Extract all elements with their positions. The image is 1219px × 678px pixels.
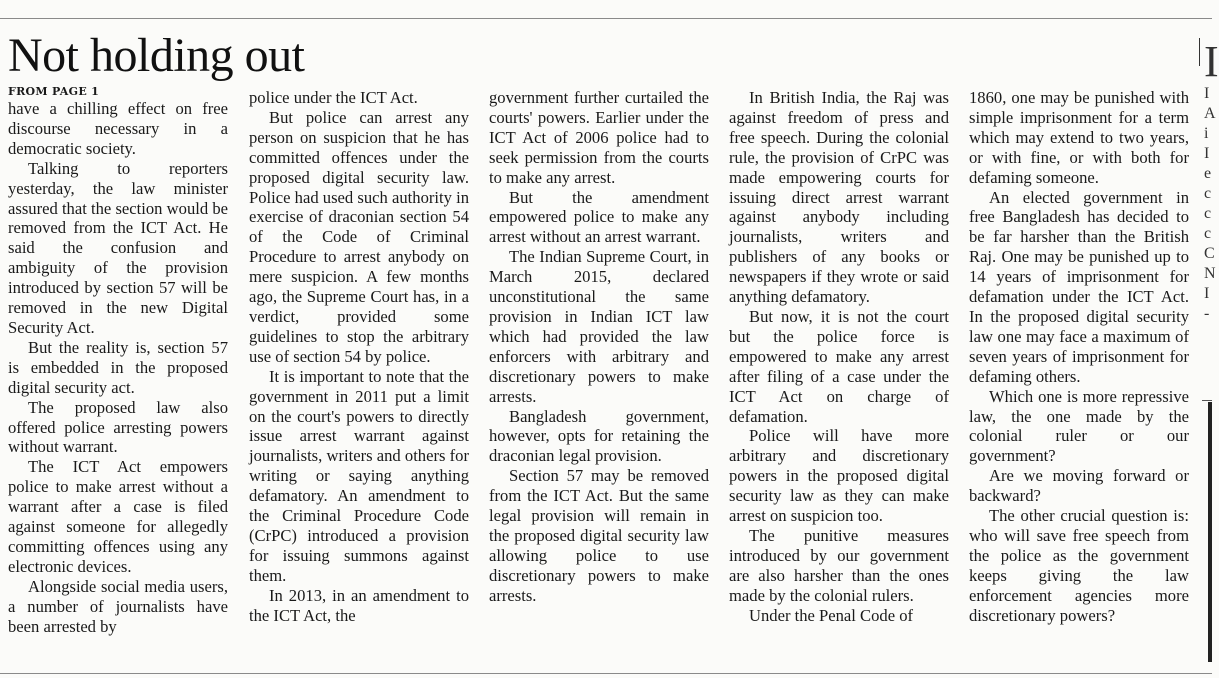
paragraph: Police will have more arbitrary and discretionary powers in the proposed digital security law as they can make arrest on suspicion too. — [729, 426, 949, 526]
article-column-1 — [8, 99, 228, 636]
adjacent-line: - — [1204, 305, 1210, 322]
adjacent-line: c — [1204, 205, 1212, 222]
paragraph: An elected government in free Bangladesh has decided to be far harsher than the British Raj. One may be punished up to 14 years of imprisonment for defamation under the ICT Act. In the proposed digital security law one may face a maximum of seven years of imprisonment for defaming others. — [969, 187, 1189, 386]
paragraph: But now, it is not the court but the police force is empowered to make any arrest after filing of a case under the ICT Act on charge of defamation. — [729, 306, 949, 426]
adjacent-line: e — [1204, 165, 1212, 182]
paragraph: But the reality is, section 57 is embedded in the proposed digital security act. — [8, 337, 228, 397]
paragraph: But police can arrest any person on suspicion that he has committed offences under the proposed digital security law. Police had used such authority in exercise of draconian section 54 of the Code of Criminal Procedure to arrest anybody on mere suspicion. A few months ago, the Supreme Court has, in a verdict, provided some guidelines to stop the arbitrary use of section 54 by police. — [249, 107, 469, 366]
adjacent-line: I — [1204, 85, 1210, 102]
paragraph: In 2013, in an amendment to the ICT Act, the — [249, 585, 469, 625]
paragraph: 1860, one may be punished with simple imprisonment for a term which may extend to two years, or with fine, or with both for defaming someone. — [969, 88, 1189, 187]
adjacent-line: I — [1204, 145, 1210, 162]
adjacent-line: i — [1204, 125, 1209, 142]
continuation-kicker: FROM PAGE 1 — [8, 85, 100, 98]
paragraph: Section 57 may be removed from the ICT Act. But the same legal provision will remain in the proposed digital security law allowing police to use discretionary powers to make arrests. — [489, 466, 709, 605]
headline: Not holding out — [8, 29, 305, 82]
paragraph: Under the Penal Code of — [749, 605, 914, 625]
paragraph: The punitive measures introduced by our government are also harsher than the ones made by the colonial rulers. — [729, 525, 949, 605]
adjacent-dark-bar — [1208, 402, 1212, 662]
paragraph: Are we moving forward or backward? — [969, 466, 1189, 506]
adjacent-line: I — [1204, 285, 1210, 302]
paragraph: The proposed law also offered police arresting powers without warrant. — [8, 397, 228, 457]
paragraph: Talking to reporters yesterday, the law minister assured that the section would be removed from the ICT Act. He said the confusion and ambiguity of the provision introduced by section 57 will be removed in the new Digital Security Act. — [8, 158, 228, 337]
column-divider — [1199, 38, 1200, 66]
paragraph: It is important to note that the government in 2011 put a limit on the court's powers to directly issue arrest warrant against journalists, writers and others for writing or saying anything defamatory. An amendment to the Criminal Procedure Code (CrPC) introduced a provision for issuing summons against them. — [249, 366, 469, 585]
paragraph: But the amendment empowered police to make any arrest without an arrest warrant. — [489, 187, 709, 247]
adjacent-rule — [1202, 400, 1212, 401]
adjacent-article-edge — [1204, 37, 1219, 400]
adjacent-line: A — [1204, 105, 1216, 122]
adjacent-headline-fragment: I — [1204, 37, 1219, 86]
paragraph: The other crucial question is: who will save free speech from the police as the government keeps giving the law enforcement agencies more discretionary powers? — [969, 506, 1189, 625]
paragraph: The ICT Act empowers police to make arrest without a warrant after a case is filed against someone for allegedly committing offences using any electronic devices. — [8, 457, 228, 576]
adjacent-line: c — [1204, 225, 1212, 242]
bottom-rule — [0, 673, 1212, 674]
paragraph: have a chilling effect on free discourse necessary in a democratic society. — [8, 99, 228, 158]
paragraph: In British India, the Raj was against freedom of press and free speech. During the colonial rule, the provision of CrPC was made empowering courts for issuing direct arrest warrant against anybody including journalists, writers and publishers of any books or newspapers if they wrote or said anything defamatory. — [729, 88, 949, 307]
article-column-4 — [729, 88, 949, 625]
paragraph: Which one is more repressive law, the one made by the colonial ruler or our government? — [969, 386, 1189, 466]
paragraph: government further curtailed the courts' powers. Earlier under the ICT Act of 2006 police had to seek permission from the courts to make any arrest. — [489, 88, 709, 187]
article-column-3 — [489, 88, 709, 606]
article-column-2 — [249, 88, 469, 625]
adjacent-line: c — [1204, 185, 1212, 202]
paragraph: Alongside social media users, a number of journalists have been arrested by — [8, 576, 228, 636]
article-column-5 — [969, 88, 1189, 625]
adjacent-line: N — [1204, 265, 1216, 282]
paragraph: Bangladesh government, however, opts for retaining the draconian legal provision. — [489, 406, 709, 466]
top-rule — [0, 18, 1212, 19]
paragraph: police under the ICT Act. — [249, 88, 418, 107]
adjacent-line: C — [1204, 245, 1215, 262]
paragraph: The Indian Supreme Court, in March 2015, declared unconstitutional the same provision in Indian ICT law which had provided the law enforcers with arbitrary and discretionary powers to make arrests. — [489, 247, 709, 406]
